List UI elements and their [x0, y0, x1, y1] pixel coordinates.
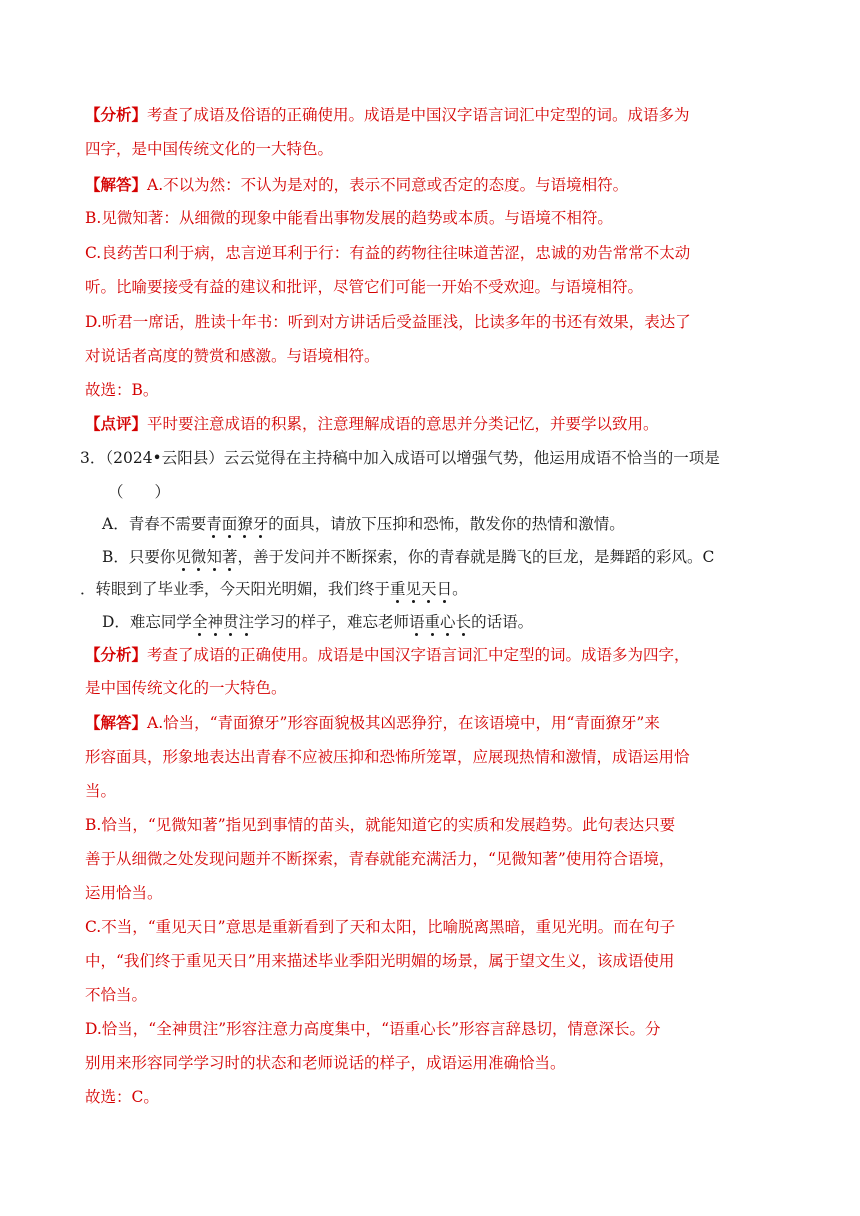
q2-answer-line-c2: 听。比喻要接受有益的建议和批评，尽管它们可能一开始不受欢迎。与语境相符。 — [85, 278, 644, 296]
comment-text: 平时要注意成语的积累，注意理解成语的意思并分类记忆，并要学以致用。 — [147, 415, 659, 433]
answer-tag: 【解答】 — [85, 713, 148, 732]
idiom-char: 神 — [207, 613, 223, 631]
q2-answer-line-c1: C.良药苦口利于病，忠言逆耳利于行：有益的药物往往味道苦涩，忠诚的劝告常常不太动 — [85, 244, 691, 262]
idiom-char: 著 — [221, 548, 238, 566]
q2-answer-line-d2: 对说话者高度的赞赏和感激。与语境相符。 — [85, 347, 380, 365]
q3-analysis-line-1 — [85, 644, 690, 666]
analysis-tag: 【分析】 — [85, 105, 148, 124]
q2-analysis-line-2: 四字，是中国传统文化的一大特色。 — [85, 140, 334, 158]
option-d-mid: 学习的样子，难忘老师 — [254, 613, 410, 631]
comment-tag: 【点评】 — [85, 414, 148, 433]
idiom-char: 天 — [421, 580, 437, 598]
idiom-char: 见 — [175, 548, 191, 566]
idiom-char: 面 — [221, 515, 238, 533]
q3-answer-line-b1: B.恰当，“见微知著”指见到事情的苗头，就能知道它的实质和发展趋势。此句表达只要 — [85, 816, 676, 834]
idiom-char: 贯 — [222, 613, 239, 631]
q3-answer-line-b3: 运用恰当。 — [85, 884, 163, 902]
option-a-post: 的面具，请放下压抑和恐怖，散发你的热情和激情。 — [268, 515, 625, 533]
analysis-tag: 【分析】 — [85, 645, 148, 664]
option-a-pre: A．青春不需要 — [102, 515, 207, 533]
q3-answer-line-a1 — [85, 712, 660, 734]
q3-stem-line-2: （ ） — [108, 483, 171, 501]
idiom-char: 语 — [409, 613, 425, 631]
answer-text: A.恰当，“青面獠牙”形容面貌极其凶恶狰狞，在该语境中，用“青面獠牙”来 — [147, 714, 660, 732]
q3-answer-line-c1: C.不当，“重见天日”意思是重新看到了天和太阳，比喻脱离黑暗，重见光明。而在句子 — [85, 918, 676, 936]
option-d-post: 的话语。 — [471, 613, 534, 631]
q3-answer-line-a2: 形容面具，形象地表达出青春不应被压抑和恐怖所笼罩，应展现热情和激情，成语运用恰 — [85, 748, 690, 766]
idiom-char: 獠 — [237, 515, 253, 533]
q3-analysis-line-2: 是中国传统文化的一大特色。 — [85, 679, 287, 697]
q2-analysis-line-1 — [85, 104, 690, 126]
option-b-pre: B．只要你 — [102, 548, 176, 566]
idiom-char: 青 — [206, 515, 222, 533]
analysis-text: 考查了成语及俗语的正确使用。成语是中国汉字语言词汇中定型的词。成语多为 — [147, 106, 690, 124]
option-c-pre: ．转眼到了毕业季，今天阳光明媚，我们终于 — [80, 580, 391, 598]
q3-answer-line-a3: 当。 — [85, 782, 117, 800]
q2-answer-line-d1: D.听君一席话，胜读十年书：听到对方讲话后受益匪浅，比读多年的书还有效果，表达了 — [85, 313, 691, 331]
idiom-char: 知 — [206, 548, 222, 566]
option-b-post: ，善于发问并不断探索，你的青春就是腾飞的巨龙，是舞蹈的彩风。C — [237, 548, 715, 566]
q2-answer-line-b: B.见微知著：从细微的现象中能看出事物发展的趋势或本质。与语境不相符。 — [85, 209, 613, 227]
idiom-char: 重 — [390, 580, 406, 598]
q3-option-b — [102, 546, 714, 568]
q2-comment-line — [85, 413, 659, 435]
option-d-pre: D．难忘同学 — [102, 613, 192, 631]
answer-tag: 【解答】 — [85, 175, 148, 194]
q2-choice: 故选：B。 — [85, 381, 159, 399]
idiom-char: 注 — [238, 613, 254, 631]
idiom-char: 微 — [190, 548, 207, 566]
option-c-post: 。 — [452, 580, 468, 598]
idiom-char: 见 — [405, 580, 422, 598]
answer-text: A.不以为然：不认为是对的，表示不同意或否定的态度。与语境相符。 — [147, 176, 629, 194]
q3-answer-line-b2: 善于从细微之处发现问题并不断探索，青春就能充满活力，“见微知著”使用符合语境， — [85, 850, 675, 868]
idiom-char: 牙 — [252, 515, 269, 533]
idiom-char: 日 — [436, 580, 453, 598]
q3-answer-line-d1: D.恰当，“全神贯注”形容注意力高度集中，“语重心长”形容言辞恳切，情意深长。分 — [85, 1020, 661, 1038]
q3-option-d — [102, 611, 533, 633]
q3-choice: 故选：C。 — [85, 1088, 159, 1106]
q3-stem-line-1: 3．（2024•云阳县）云云觉得在主持稿中加入成语可以增强气势，他运用成语不恰当的一项是 — [80, 449, 720, 467]
idiom-char: 长 — [455, 613, 472, 631]
analysis-text: 考查了成语的正确使用。成语是中国汉字语言词汇中定型的词。成语多为四字， — [147, 646, 690, 664]
q3-option-a — [102, 513, 625, 535]
q3-answer-line-d2: 别用来形容同学学习时的状态和老师说话的样子，成语运用准确恰当。 — [85, 1054, 566, 1072]
q3-option-c — [80, 578, 468, 600]
idiom-char: 重 — [424, 613, 441, 631]
idiom-char: 全 — [191, 613, 208, 631]
q3-answer-line-c3: 不恰当。 — [85, 986, 148, 1004]
q2-answer-line-a — [85, 174, 628, 196]
q3-answer-line-c2: 中，“我们终于重见天日”用来描述毕业季阳光明媚的场景，属于望文生义，该成语使用 — [85, 952, 675, 970]
idiom-char: 心 — [440, 613, 456, 631]
